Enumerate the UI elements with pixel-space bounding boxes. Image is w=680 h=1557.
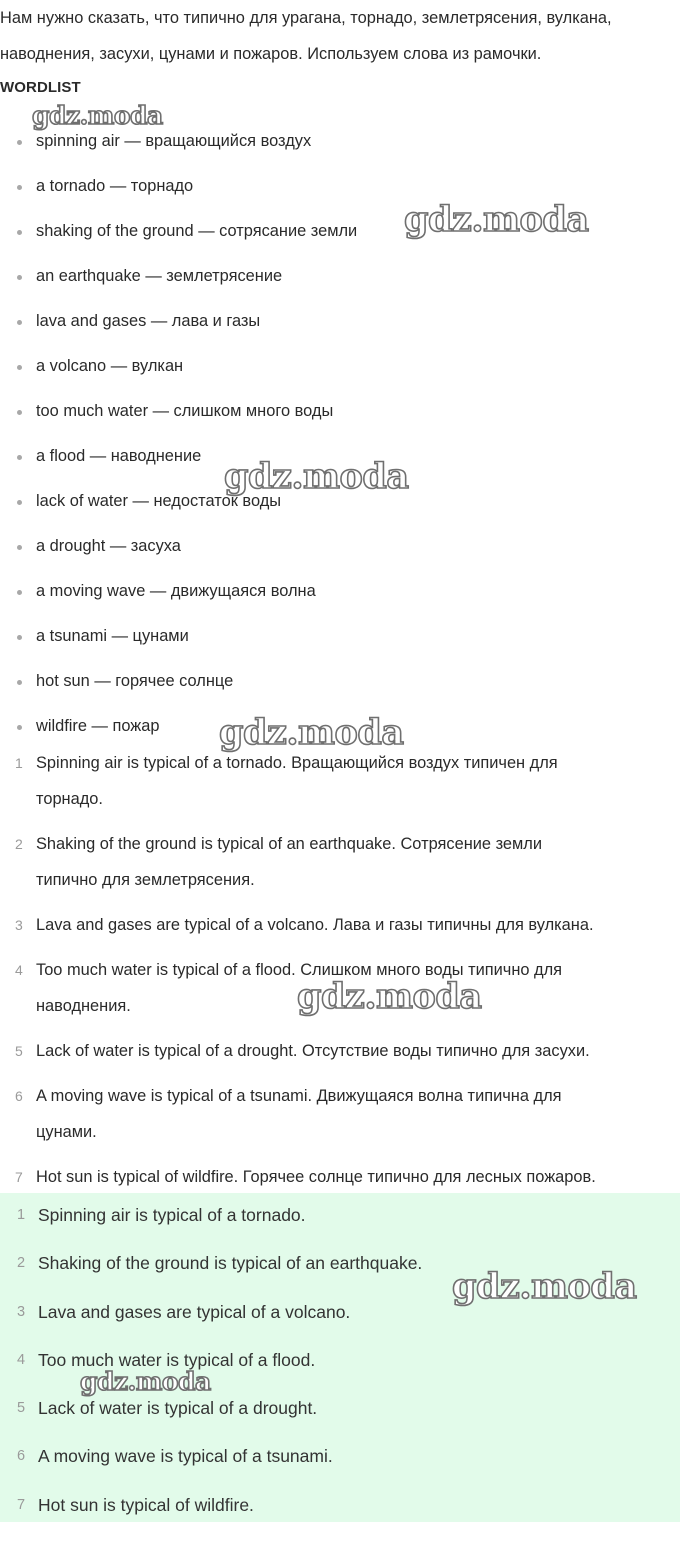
bullet-icon: [17, 545, 22, 550]
answer-line: Too much water is typical of a flood. Слишком много воды типично для: [36, 961, 563, 979]
intro-line-2: наводнения, засухи, цунами и пожаров. Используем слова из рамочки.: [0, 45, 542, 63]
wordlist-item: [0, 524, 357, 569]
wordlist: [0, 119, 357, 749]
bullet-icon: [17, 725, 22, 730]
bullet-icon: [17, 455, 22, 460]
answer-number: 5: [15, 1043, 23, 1059]
wordlist-item: [0, 299, 357, 344]
wordlist-item: [0, 119, 357, 164]
summary-number: 1: [17, 1207, 26, 1223]
answer-number: 2: [15, 836, 23, 852]
watermark: gdz.moda: [452, 1266, 637, 1307]
wordlist-heading: WORDLIST: [0, 79, 81, 96]
summary-number: 4: [17, 1351, 26, 1368]
summary-text: Lava and gases are typical of a volcano.: [38, 1301, 351, 1322]
watermark: gdz.moda: [297, 976, 482, 1017]
summary-text: Too much water is typical of a flood.: [38, 1349, 316, 1370]
answer-line: Lack of water is typical of a drought. Отсутствие воды типично для засухи.: [36, 1042, 590, 1060]
bullet-icon: [17, 185, 22, 190]
summary-item: [0, 1436, 422, 1484]
answers-list: [0, 745, 680, 1204]
summary-text: Shaking of the ground is typical of an earthquake.: [38, 1253, 423, 1274]
answer-line-continued: цунами.: [36, 1123, 97, 1141]
bullet-icon: [17, 320, 22, 325]
wordlist-item-text: too much water — слишком много воды: [36, 402, 334, 420]
answer-number: 1: [15, 755, 23, 771]
watermark: gdz.moda: [80, 1367, 211, 1396]
answer-item: [0, 745, 680, 817]
bullet-icon: [17, 365, 22, 370]
bullet-icon: [17, 590, 22, 595]
answer-item: [0, 952, 680, 1024]
intro-text: [0, 0, 680, 72]
summary-number: 7: [17, 1496, 26, 1513]
wordlist-item-text: hot sun — горячее солнце: [36, 672, 234, 690]
answer-number: 3: [15, 917, 23, 933]
answer-line-continued: наводнения.: [36, 997, 131, 1015]
summary-text: Spinning air is typical of a tornado.: [38, 1205, 306, 1225]
bullet-icon: [17, 140, 22, 145]
bullet-icon: [17, 230, 22, 235]
wordlist-item-text: lava and gases — лава и газы: [36, 312, 261, 330]
answer-line: Hot sun is typical of wildfire. Горячее солнце типично для лесных пожаров.: [36, 1168, 596, 1186]
answer-item: [0, 1159, 680, 1195]
summary-item: [0, 1388, 422, 1436]
watermark: gdz.moda: [404, 199, 589, 240]
summary-text: A moving wave is typical of a tsunami.: [38, 1446, 333, 1467]
wordlist-item: [0, 254, 357, 299]
summary-item: [0, 1340, 422, 1388]
intro-line-1: Нам нужно сказать, что типично для урагана, торнадо, землетрясения, вулкана,: [0, 9, 612, 27]
bullet-icon: [17, 275, 22, 280]
answer-item: [0, 1078, 680, 1150]
wordlist-item: [0, 479, 357, 524]
summary-number: 5: [17, 1400, 26, 1417]
answer-line: Shaking of the ground is typical of an earthquake. Сотрясение земли: [36, 835, 543, 853]
answer-line-continued: типично для землетрясения.: [36, 871, 255, 889]
bullet-icon: [17, 410, 22, 415]
summary-item: [0, 1292, 422, 1340]
wordlist-item-text: a tsunami — цунами: [36, 627, 189, 645]
answer-item: [0, 1033, 680, 1069]
wordlist-item-text: a drought — засуха: [36, 537, 181, 555]
bullet-icon: [17, 635, 22, 640]
answer-number: 4: [15, 962, 23, 978]
summary-number: 6: [17, 1448, 26, 1465]
answer-item: [0, 826, 680, 898]
wordlist-item-text: a moving wave — движущаяся волна: [36, 582, 316, 600]
answer-number: 7: [15, 1169, 23, 1185]
wordlist-item: [0, 344, 357, 389]
answer-item: [0, 907, 680, 943]
wordlist-item-text: a tornado — торнадо: [36, 177, 194, 195]
bullet-icon: [17, 500, 22, 505]
summary-number: 2: [17, 1255, 26, 1272]
wordlist-item: [0, 389, 357, 434]
answer-number: 6: [15, 1088, 23, 1104]
answer-line: Spinning air is typical of a tornado. Вращающийся воздух типичен для: [36, 754, 558, 772]
wordlist-item: [0, 614, 357, 659]
summary-list: [0, 1195, 422, 1533]
watermark: gdz.moda: [32, 101, 163, 130]
wordlist-item: [0, 659, 357, 704]
wordlist-item-text: shaking of the ground — сотрясание земли: [36, 222, 358, 240]
summary-text: Lack of water is typical of a drought.: [38, 1398, 318, 1419]
wordlist-item: [0, 164, 357, 209]
wordlist-item-text: an earthquake — землетрясение: [36, 267, 283, 285]
answer-line-continued: торнадо.: [36, 790, 103, 808]
wordlist-item: [0, 704, 357, 749]
answer-line: Lava and gases are typical of a volcano. Лава и газы типичны для вулкана.: [36, 916, 594, 934]
wordlist-item-text: a flood — наводнение: [36, 447, 202, 465]
bullet-icon: [17, 680, 22, 685]
summary-text: Hot sun is typical of wildfire.: [38, 1494, 254, 1515]
summary-box: [0, 1193, 680, 1522]
summary-number: 3: [17, 1303, 26, 1320]
wordlist-item: [0, 209, 357, 254]
watermark: gdz.moda: [219, 712, 404, 753]
wordlist-item: [0, 569, 357, 614]
answer-line: A moving wave is typical of a tsunami. Движущаяся волна типична для: [36, 1087, 562, 1105]
summary-item: [0, 1243, 422, 1291]
wordlist-item-text: wildfire — пожар: [36, 717, 160, 735]
wordlist-item-text: spinning air — вращающийся воздух: [36, 132, 312, 150]
wordlist-item-text: lack of water — недостаток воды: [36, 492, 282, 510]
summary-item: [0, 1195, 422, 1243]
watermark: gdz.moda: [224, 456, 409, 497]
wordlist-item-text: a volcano — вулкан: [36, 357, 184, 375]
summary-item: [0, 1485, 422, 1533]
wordlist-item: [0, 434, 357, 479]
